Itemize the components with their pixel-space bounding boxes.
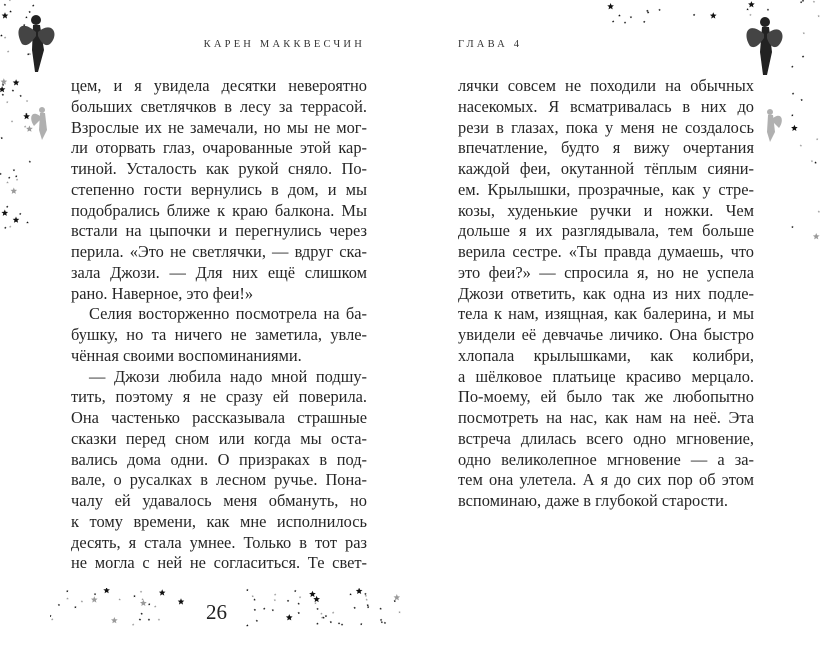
star-icon	[159, 589, 166, 595]
star-icon	[148, 603, 150, 605]
star-icon	[791, 65, 794, 67]
star-icon	[28, 11, 31, 13]
star-icon	[4, 4, 6, 6]
star-icon	[154, 605, 157, 607]
star-icon	[356, 588, 363, 594]
star-icon	[9, 10, 12, 12]
text-line: Взрослые их не замечали, но мы не мог-	[71, 117, 367, 137]
star-icon	[19, 213, 22, 215]
star-icon	[316, 622, 319, 624]
page-number: 26	[206, 600, 227, 624]
star-icon	[16, 178, 18, 180]
star-icon	[50, 615, 52, 617]
star-icon	[4, 36, 6, 38]
star-icon	[12, 89, 14, 91]
text-line: перила. «Это не светлячки, — вдруг ска-	[71, 242, 367, 261]
text-line: рези в глазах, пока у меня не создалось	[458, 117, 754, 137]
star-icon	[9, 225, 12, 227]
star-icon	[274, 593, 277, 595]
star-icon	[23, 24, 25, 26]
text-line: больших светлячков в лесу за террасой.	[71, 96, 367, 116]
star-icon	[139, 618, 142, 620]
star-icon	[813, 233, 820, 239]
star-icon	[322, 616, 325, 618]
text-line: тем она улетела. А я до сих пор об этом	[458, 470, 754, 490]
star-icon	[365, 598, 368, 600]
star-icon	[624, 21, 626, 23]
star-icon	[254, 609, 257, 611]
star-icon	[338, 622, 341, 624]
star-icon	[6, 206, 9, 208]
star-icon	[320, 612, 323, 614]
star-icon	[294, 590, 297, 592]
text-line: к тому времени, как мне исполнилось	[71, 511, 367, 531]
text-line: рано. Наверное, это феи!»	[71, 283, 254, 303]
star-icon	[8, 177, 11, 179]
star-icon	[791, 114, 794, 116]
star-icon	[51, 618, 54, 620]
star-icon	[341, 623, 344, 625]
text-line: цем, и я увидела десятки невероятно	[71, 76, 367, 95]
star-icon	[13, 217, 20, 223]
star-icon	[6, 101, 9, 103]
star-icon	[1, 78, 8, 84]
star-icon	[332, 611, 335, 613]
star-icon	[27, 53, 30, 55]
star-icon	[360, 623, 363, 625]
text-line: вале, о русалках в лесном ручье. Пона-	[71, 470, 367, 490]
text-line: козы, худенькие ручки и ножки. Чем	[458, 200, 754, 220]
star-icon	[25, 16, 28, 18]
star-icon	[1, 137, 4, 139]
star-icon	[287, 600, 290, 602]
text-line: десять, я стала умнее. Только в тот раз	[71, 532, 367, 552]
text-line: По-моему, ей было так же любопытно	[458, 387, 754, 407]
star-icon	[802, 55, 805, 57]
star-icon	[252, 595, 254, 597]
star-icon	[103, 588, 110, 593]
star-icon	[11, 188, 18, 194]
text-line: вспоминаю, даже в глубокой старости.	[458, 491, 728, 510]
star-icon	[74, 606, 76, 608]
star-icon	[380, 619, 383, 621]
star-icon	[140, 600, 147, 606]
star-icon	[15, 175, 18, 177]
star-icon	[816, 138, 818, 140]
star-icon	[612, 20, 615, 22]
star-icon	[367, 604, 370, 606]
fairy-silhouette-icon	[31, 107, 47, 140]
star-icon	[607, 3, 614, 9]
right-page	[410, 0, 820, 656]
star-icon	[0, 34, 3, 36]
text-line: не могла с ней не согласиться. Те свет-	[71, 553, 367, 573]
text-line: дольше я их разглядывала, тем больше	[458, 221, 754, 241]
star-icon	[58, 604, 60, 606]
text-line: сказки перед сном или когда мы оста-	[71, 428, 367, 448]
star-icon	[792, 92, 795, 94]
star-icon	[4, 227, 7, 229]
star-icon	[618, 14, 621, 16]
text-line: тела к нам, изящная, как балерина, и мы	[458, 304, 754, 324]
text-line: лячки совсем не походили на обычных	[458, 76, 754, 95]
text-line: тиной. Усталость как рукой сняло. По-	[71, 159, 367, 178]
text-line: это феи?» — спросила я, но не успела	[458, 262, 754, 282]
star-icon	[813, 1, 816, 3]
star-icon	[0, 86, 5, 92]
text-line: хлопала крылышками, как колибри,	[458, 345, 754, 365]
star-icon	[748, 1, 755, 7]
text-line: верила сестре. «Ты правда думаешь, что	[458, 242, 754, 261]
star-icon	[353, 607, 356, 609]
star-icon	[384, 622, 387, 624]
star-icon	[398, 611, 401, 613]
star-icon	[379, 607, 381, 609]
star-icon	[1, 210, 8, 216]
star-icon	[246, 624, 249, 626]
text-line: встреча длилась всего одно мгновение,	[458, 428, 754, 448]
star-icon	[158, 618, 161, 620]
star-icon	[286, 614, 293, 620]
star-icon	[316, 608, 319, 610]
star-icon	[9, 0, 12, 1]
star-icon	[643, 21, 646, 23]
text-line: — Джози любила надо мной подшу-	[89, 366, 367, 386]
star-icon	[746, 8, 748, 10]
fairy-silhouette-icon	[746, 17, 782, 75]
star-icon	[133, 595, 135, 597]
star-icon	[367, 606, 370, 608]
star-icon	[394, 600, 396, 602]
star-icon	[365, 595, 368, 597]
star-icon	[314, 602, 316, 604]
text-line: одно великолепное мгновение — а за-	[458, 449, 754, 469]
text-line: увидели её девчачье личико. Она быстро	[458, 325, 754, 344]
star-icon	[2, 12, 9, 18]
star-icon	[325, 615, 328, 617]
star-icon	[11, 120, 13, 122]
text-line: Джози ответить, как одна из них подле-	[458, 283, 754, 303]
star-icon	[140, 613, 143, 615]
star-icon	[394, 594, 401, 600]
star-icon	[298, 612, 301, 614]
star-icon	[693, 14, 695, 16]
star-icon	[7, 50, 9, 52]
star-icon	[349, 593, 352, 595]
left-page-body-text	[71, 76, 367, 574]
star-icon	[81, 600, 83, 602]
running-head-chapter: ГЛАВА 4	[458, 39, 523, 50]
text-line: Селия восторженно посмотрела на ба-	[89, 304, 367, 324]
star-icon	[256, 620, 259, 622]
text-line: насекомых. Я всматривалась в них до	[458, 96, 754, 116]
star-icon	[811, 160, 814, 162]
text-line: а шёлковое платьице красиво мерцало.	[458, 366, 754, 386]
star-icon	[13, 79, 20, 85]
star-icon	[246, 589, 248, 591]
star-icon	[800, 144, 803, 146]
star-icon	[94, 593, 96, 595]
star-icon	[802, 0, 804, 2]
star-icon	[32, 4, 35, 6]
star-icon	[132, 623, 135, 625]
star-icon	[6, 181, 8, 183]
star-icon	[630, 16, 633, 18]
star-icon	[814, 161, 817, 163]
text-line: тить, поэтому я не сразу ей поверила.	[71, 387, 367, 407]
text-line: вались дома одни. О призраках в под-	[71, 449, 367, 469]
text-line: встали на цыпочки и перегнулись через	[71, 221, 367, 241]
star-icon	[263, 607, 266, 609]
text-line: чённая своими воспоминаниями.	[71, 345, 302, 365]
star-icon	[91, 596, 98, 602]
star-icon	[26, 221, 28, 223]
text-line: степенно гости вернулись в дом, и мы	[71, 179, 367, 199]
text-line: Она частенько рассказывала страшные	[71, 408, 367, 427]
star-icon	[26, 100, 29, 102]
star-icon	[299, 596, 302, 598]
running-head-author: КАРЕН МАККВЕСЧИН	[203, 39, 365, 50]
star-icon	[767, 8, 769, 10]
text-line: бушку, но та ничего не заметила, увле-	[71, 325, 367, 344]
fairy-silhouette-icon	[18, 15, 54, 72]
star-icon	[364, 593, 367, 595]
star-icon	[791, 226, 794, 228]
text-line: ем. Крылышки, прозрачные, как у стре-	[458, 179, 754, 199]
star-icon	[118, 598, 121, 600]
fairy-stars-decoration-top-right	[590, 0, 820, 240]
star-icon	[140, 591, 143, 593]
star-icon	[330, 621, 333, 623]
star-icon	[274, 599, 277, 601]
text-line: посмотреть на нас, как нам на неё. Эта	[458, 408, 754, 427]
star-icon	[178, 598, 185, 604]
star-icon	[749, 14, 752, 16]
star-icon	[658, 9, 661, 11]
star-icon	[66, 590, 68, 592]
star-icon	[803, 32, 805, 34]
star-icon	[2, 94, 5, 96]
star-icon	[800, 99, 803, 101]
star-icon	[148, 618, 151, 620]
star-icon	[13, 169, 16, 171]
star-icon	[309, 591, 316, 597]
star-icon	[272, 609, 275, 611]
fairy-stars-decoration-top-left	[0, 0, 70, 230]
star-icon	[29, 160, 32, 162]
star-icon	[111, 617, 118, 623]
text-line: чалу ей удавалось меня обмануть, но	[71, 491, 367, 510]
star-icon	[253, 598, 256, 600]
text-line: зала Джози. — Для них ещё слишком	[71, 262, 367, 282]
star-icon	[381, 621, 383, 623]
star-icon	[710, 12, 717, 18]
star-icon	[297, 602, 300, 604]
text-line: каждой феи, окутанной тёплым сияни-	[458, 159, 754, 178]
star-icon	[24, 125, 27, 127]
text-line: ли оторвать глаз, очарованные этой кар-	[71, 138, 367, 158]
stars-decoration-bottom	[50, 588, 410, 638]
text-line: впечатление, будто я вижу очертания	[458, 138, 754, 158]
star-icon	[0, 173, 2, 175]
star-icon	[26, 126, 33, 132]
star-icon	[800, 1, 803, 3]
star-icon	[19, 95, 22, 97]
star-icon	[66, 597, 68, 599]
star-icon	[791, 125, 798, 131]
fairy-silhouette-icon	[767, 109, 782, 142]
text-line: подобрались ближе к краю балкона. Мы	[71, 200, 367, 220]
